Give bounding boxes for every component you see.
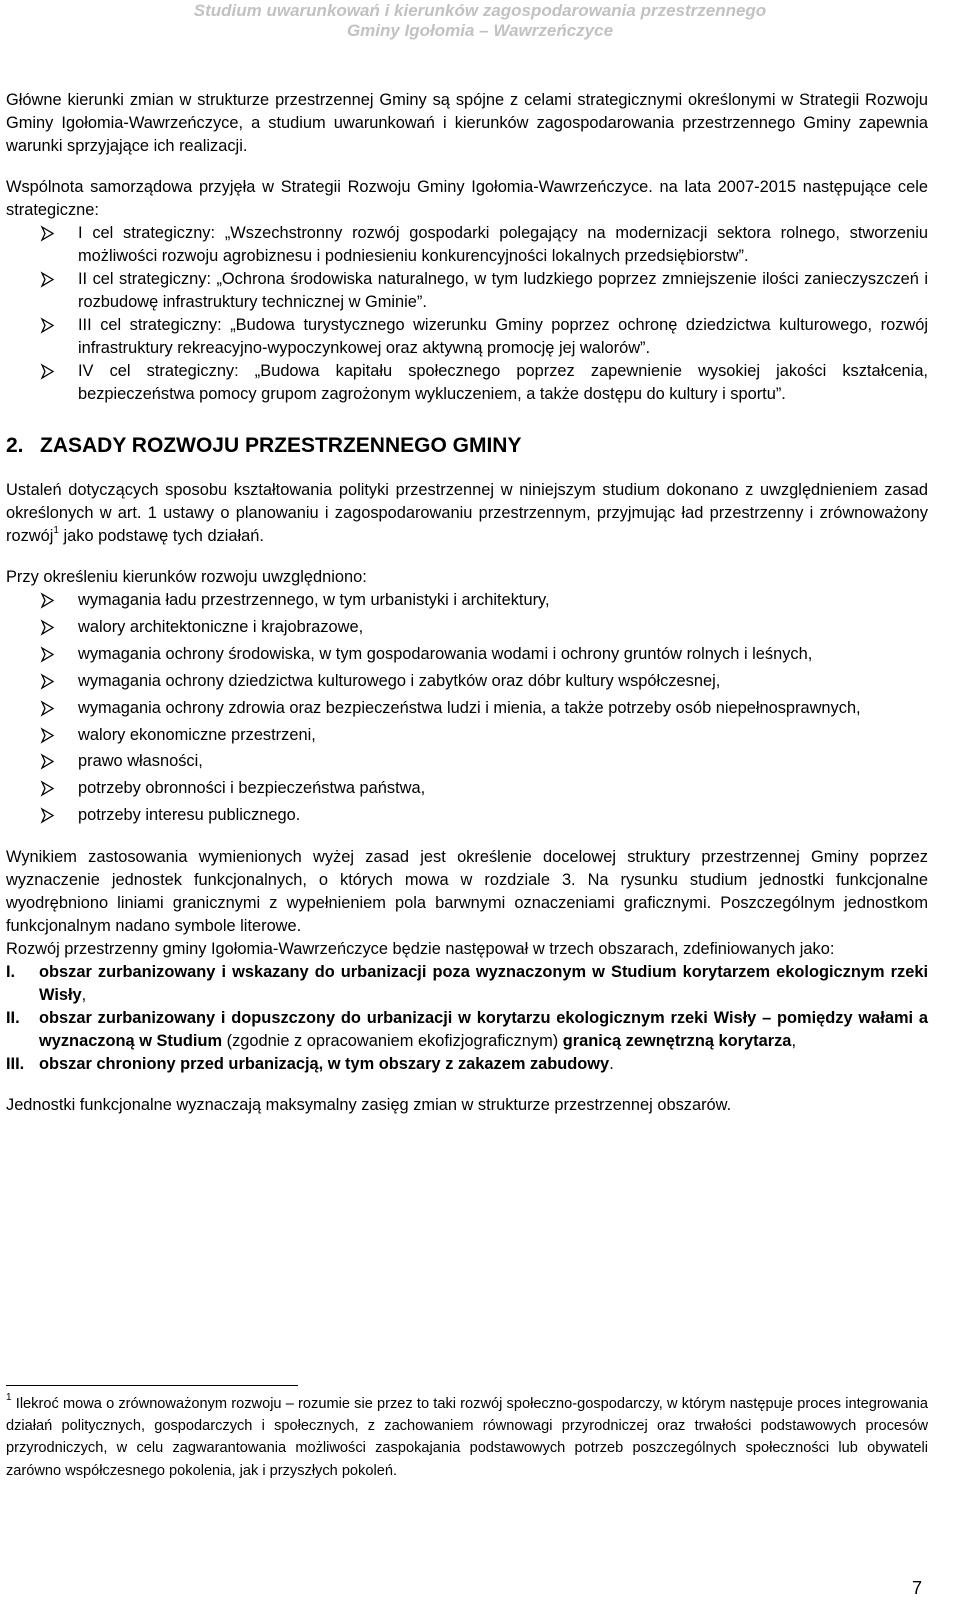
footnote-text: Ilekroć mowa o zrównoważonym rozwoju – rozumie sie przez to taki rozwój społeczno-gospodarczy, w którym następuje proces integrowania działań politycznych, gospodarczych i społecznych, z zachowaniem równowagi przyrodniczej oraz trwałości podstawowych procesów przyrodniczych, w celu zagwarantowania możliwości zaspokajania podstawowych potrzeb poszczególnych społeczności lub obywateli zarówno współczesnego pokolenia, jak i przyszłych pokoleń. [6, 1396, 928, 1479]
page-number: 7 [912, 1578, 923, 1598]
list-item: prawo własności, [6, 750, 928, 773]
result-paragraph-1: Wynikiem zastosowania wymienionych wyżej zasad jest określenie docelowej struktury przestrzennej Gminy poprzez wyznaczenie jednostek funkcjonalnych, o których mowa w rozdziale 3. Na rysunku studium jednostki funkcjonalne wyodrębniono liniami granicznymi z wypełnieniem pola barwnymi oznaczeniami graficznymi. Poszczególnym jednostkom funkcjonalnym nadano symbole literowe. [6, 847, 928, 935]
arrow-bullet-icon [39, 777, 57, 800]
footnote-reference: 1 [53, 524, 59, 536]
list-item: III cel strategiczny: „Budowa turystycznego wizerunku Gminy poprzez ochronę dziedzictwa kulturowego, rozwój infrastruktury rekreacyjno-wypoczynkowej oraz aktywną promocję jej walorów”. [6, 314, 928, 360]
list-item: II. obszar zurbanizowany i dopuszczony do urbanizacji w korytarzu ekologicznym rzeki Wisły – pomiędzy wałami a wyznaczoną w Studium (zgodnie z opracowaniem ekofizjograficznym) granicą zewnętrzną korytarza, [6, 1008, 928, 1050]
list-item: I. obszar zurbanizowany i wskazany do urbanizacji poza wyznaczonym w Studium korytarzem ekologicznym rzeki Wisły, [6, 962, 928, 1004]
arrow-bullet-icon [39, 670, 57, 693]
arrow-bullet-icon [39, 314, 57, 337]
list-item: walory architektoniczne i krajobrazowe, [6, 616, 928, 639]
intro-paragraph-2: Wspólnota samorządowa przyjęła w Strategii Rozwoju Gminy Igołomia-Wawrzeńczyce. na lata 2007-2015 następujące cele strategiczne: [6, 178, 928, 219]
arrow-bullet-icon [39, 804, 57, 827]
list-item: III. obszar chroniony przed urbanizacją, w tym obszary z zakazem zabudowy. [6, 1053, 928, 1076]
footnote-marker: 1 [6, 1392, 12, 1404]
section-heading [6, 433, 928, 459]
list-item: potrzeby interesu publicznego. [6, 804, 928, 827]
areas-list [6, 961, 928, 1076]
arrow-bullet-icon [39, 616, 57, 639]
rules-paragraph-2: Przy określeniu kierunków rozwoju uwzględniono: [6, 568, 367, 586]
roman-numeral: III. [6, 1054, 25, 1073]
list-item: wymagania ładu przestrzennego, w tym urbanistyki i architektury, [6, 589, 928, 612]
list-item: wymagania ochrony zdrowia oraz bezpieczeństwa ludzi i mienia, a także potrzeby osób niepełnosprawnych, [6, 697, 928, 720]
arrow-bullet-icon [39, 268, 57, 291]
arrow-bullet-icon [39, 697, 57, 720]
list-item: IV cel strategiczny: „Budowa kapitału społecznego poprzez zapewnienie wysokiej jakości kształcenia, bezpieczeństwa pomocy grupom zagrożonym wykluczeniem, a także dostępu do kultury i sportu”. [6, 360, 928, 406]
section-number: 2. [6, 434, 24, 457]
strategic-goals-list [6, 222, 928, 406]
document-body [6, 89, 928, 1117]
result-paragraph-2: Rozwój przestrzenny gminy Igołomia-Wawrzeńczyce będzie następował w trzech obszarach, zdefiniowanych jako: [6, 939, 835, 958]
list-item: walory ekonomiczne przestrzeni, [6, 724, 928, 747]
roman-numeral: I. [6, 962, 16, 981]
footnote [6, 1393, 928, 1482]
arrow-bullet-icon [39, 360, 57, 383]
list-item: I cel strategiczny: „Wszechstronny rozwój gospodarki polegający na modernizacji sektora rolnego, stworzeniu możliwości rozwoju agrobiznesu i podniesieniu konkurencyjności lokalnych przedsiębiorstw”. [6, 222, 928, 268]
list-item: wymagania ochrony środowiska, w tym gospodarowania wodami i ochrony gruntów rolnych i leśnych, [6, 643, 928, 666]
section-title: ZASADY ROZWOJU PRZESTRZENNEGO GMINY [40, 434, 522, 457]
roman-numeral: II. [6, 1008, 20, 1027]
closing-paragraph: Jednostki funkcjonalne wyznaczają maksymalny zasięg zmian w strukturze przestrzennej obszarów. [6, 1095, 732, 1114]
footnote-separator [6, 1385, 298, 1386]
list-item: potrzeby obronności i bezpieczeństwa państwa, [6, 777, 928, 800]
list-item: wymagania ochrony dziedzictwa kulturowego i zabytków oraz dóbr kultury współczesnej, [6, 670, 928, 693]
list-item: II cel strategiczny: „Ochrona środowiska naturalnego, w tym ludzkiego poprzez zmniejszenie ilości zanieczyszczeń i rozbudowę infrastruktury technicznej w Gminie”. [6, 268, 928, 314]
header-line-1: Studium uwarunkowań i kierunków zagospodarowania przestrzennego [193, 1, 767, 20]
rules-paragraph-1: Ustaleń dotyczących sposobu kształtowania polityki przestrzennej w niniejszym studium dokonano z uwzględnieniem zasad określonych w art. 1 ustawy o planowaniu i zagospodarowaniu przestrzennym, przyjmując ład przestrzenny i zrównoważony rozwój$^1$ jako podstawę tych działań. [6, 481, 928, 545]
arrow-bullet-icon [39, 724, 57, 747]
intro-paragraph-1: Główne kierunki zmian w strukturze przestrzennej Gminy są spójne z celami strategicznymi określonymi w Strategii Rozwoju Gminy Igołomia-Wawrzeńczyce, a studium uwarunkowań i kierunków zagospodarowania przestrzennego Gminy zapewnia warunki sprzyjające ich realizacji. [6, 91, 928, 155]
arrow-bullet-icon [39, 589, 57, 612]
arrow-bullet-icon [39, 222, 57, 245]
requirements-list [6, 589, 928, 828]
header-line-2: Gminy Igołomia – Wawrzeńczyce [346, 21, 614, 40]
arrow-bullet-icon [39, 750, 57, 773]
arrow-bullet-icon [39, 643, 57, 666]
